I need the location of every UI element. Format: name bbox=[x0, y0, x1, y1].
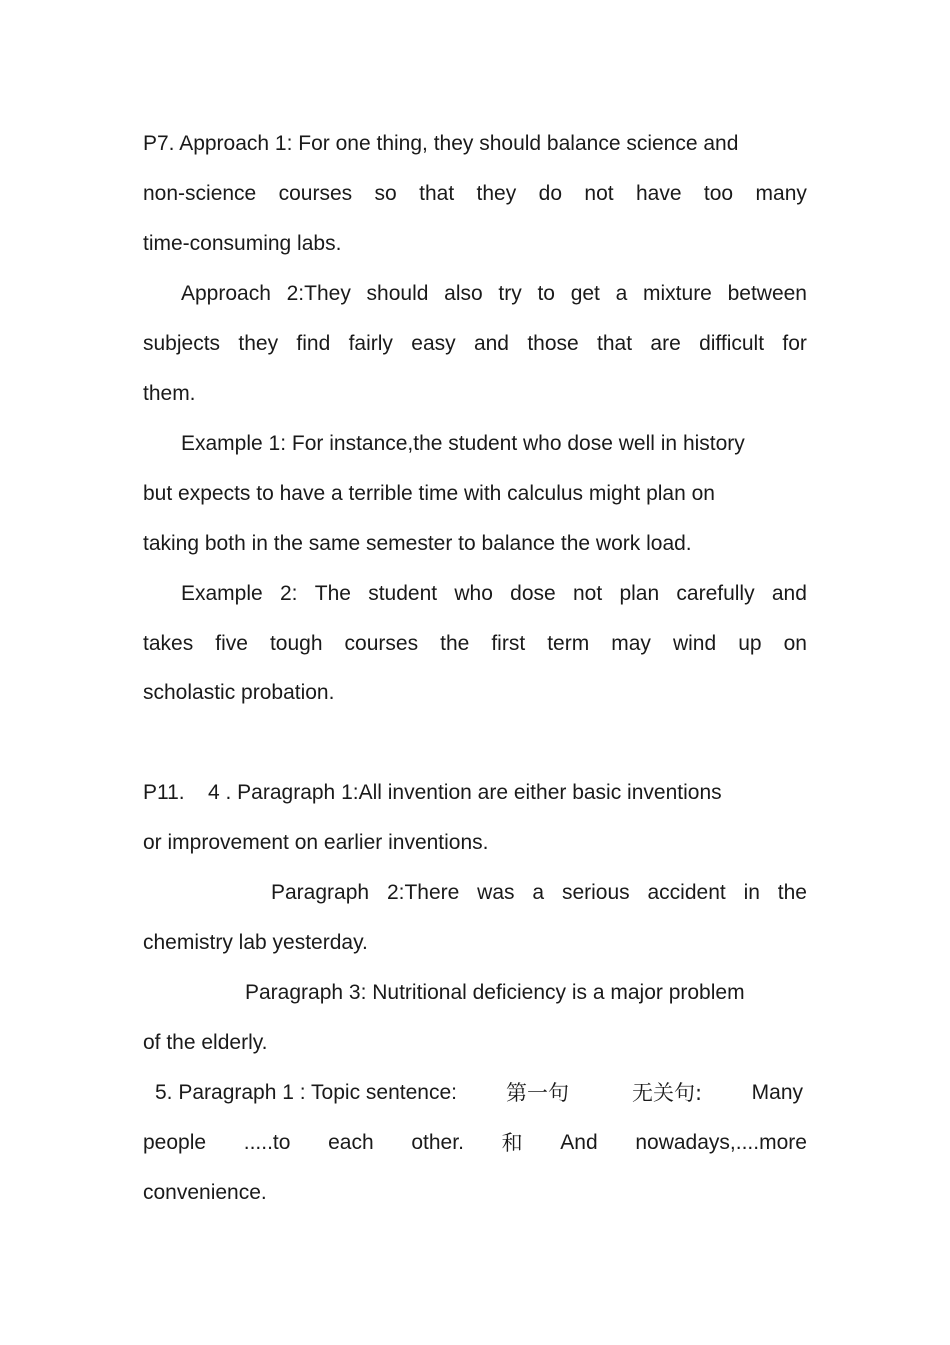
word: in bbox=[743, 881, 760, 904]
word: try bbox=[498, 282, 522, 305]
p7-example1-line1: Example 1: For instance,the student who dose well in history bbox=[181, 432, 745, 455]
word: that bbox=[597, 332, 633, 355]
word: courses bbox=[278, 182, 353, 205]
word: plan bbox=[619, 582, 660, 605]
word: get bbox=[570, 282, 600, 305]
word: between bbox=[727, 282, 807, 305]
word: do bbox=[538, 182, 562, 205]
word: they bbox=[238, 332, 279, 355]
word: that bbox=[419, 182, 455, 205]
word: those bbox=[527, 332, 579, 355]
p7-approach1-line2 bbox=[143, 181, 807, 207]
word: find bbox=[296, 332, 331, 355]
word: fairly bbox=[348, 332, 393, 355]
p11-paragraph2-line1 bbox=[271, 880, 807, 906]
word: serious bbox=[561, 881, 630, 904]
word: Approach bbox=[181, 282, 271, 305]
word: mixture bbox=[643, 282, 712, 305]
word: to bbox=[537, 282, 555, 305]
word: have bbox=[635, 182, 682, 205]
word: five bbox=[215, 632, 248, 655]
word: 和 bbox=[501, 1131, 523, 1155]
word: other. bbox=[411, 1131, 464, 1154]
word: they bbox=[476, 182, 517, 205]
p7-approach2-line1 bbox=[181, 281, 807, 307]
word: who bbox=[454, 582, 493, 605]
p7-example2-line2 bbox=[143, 631, 807, 657]
p7-example1-line3: taking both in the same semester to balance the work load. bbox=[143, 532, 692, 555]
p7-example1-line2: but expects to have a terrible time with calculus might plan on bbox=[143, 482, 715, 505]
word: up bbox=[738, 632, 762, 655]
p11-item4-line1: P11. 4 . Paragraph 1:All invention are either basic inventions bbox=[143, 781, 722, 804]
word: term bbox=[547, 632, 590, 655]
word: nowadays,....more bbox=[635, 1131, 807, 1154]
word: the bbox=[440, 632, 470, 655]
word: tough bbox=[269, 632, 323, 655]
word: wind bbox=[672, 632, 717, 655]
p11-paragraph3-line1: Paragraph 3: Nutritional deficiency is a major problem bbox=[245, 981, 745, 1004]
word: 2:There bbox=[386, 881, 460, 904]
word: a bbox=[532, 881, 545, 904]
word: not bbox=[572, 582, 603, 605]
word: accident bbox=[647, 881, 726, 904]
word: a bbox=[615, 282, 628, 305]
irrelevant-sentence-cjk: 无关句: bbox=[632, 1081, 703, 1105]
topic-sentence-label: 5. Paragraph 1 : Topic sentence: bbox=[155, 1081, 457, 1104]
word: for bbox=[782, 332, 807, 355]
p7-approach2-line2 bbox=[143, 331, 807, 357]
word: too bbox=[703, 182, 734, 205]
p11-item4-line2: or improvement on earlier inventions. bbox=[143, 831, 489, 854]
word: also bbox=[444, 282, 483, 305]
word: takes bbox=[143, 632, 194, 655]
word: subjects bbox=[143, 332, 221, 355]
word: may bbox=[611, 632, 651, 655]
p7-approach2-line3: them. bbox=[143, 382, 196, 405]
p11-item5-line2 bbox=[143, 1130, 807, 1156]
p7-approach1-line1: P7. Approach 1: For one thing, they should balance science and bbox=[143, 132, 739, 155]
word: non-science bbox=[143, 182, 257, 205]
p11-paragraph3-line2: of the elderly. bbox=[143, 1031, 268, 1054]
word: should bbox=[366, 282, 429, 305]
p7-approach1-line3: time-consuming labs. bbox=[143, 232, 342, 255]
word: each bbox=[328, 1131, 374, 1154]
word: And bbox=[560, 1131, 598, 1154]
word: .....to bbox=[243, 1131, 291, 1154]
word: people bbox=[143, 1131, 207, 1154]
word: Example bbox=[181, 582, 263, 605]
word: are bbox=[650, 332, 681, 355]
word: dose bbox=[510, 582, 556, 605]
word: on bbox=[783, 632, 807, 655]
first-sentence-cjk: 第一句 bbox=[506, 1081, 569, 1105]
p7-example2-line3: scholastic probation. bbox=[143, 681, 335, 704]
word: first bbox=[491, 632, 526, 655]
word: was bbox=[477, 881, 515, 904]
word: Paragraph bbox=[271, 881, 370, 904]
word: many bbox=[755, 182, 807, 205]
word: and bbox=[771, 582, 807, 605]
word: carefully bbox=[676, 582, 755, 605]
word: student bbox=[368, 582, 438, 605]
p11-item5-line3: convenience. bbox=[143, 1181, 267, 1204]
p7-example2-line1 bbox=[181, 581, 807, 607]
word: courses bbox=[344, 632, 419, 655]
word: 2:They bbox=[286, 282, 351, 305]
word: not bbox=[584, 182, 614, 205]
many-word: Many bbox=[751, 1081, 803, 1104]
word: so bbox=[374, 182, 397, 205]
word: easy bbox=[411, 332, 456, 355]
word: and bbox=[473, 332, 509, 355]
p11-paragraph2-line2: chemistry lab yesterday. bbox=[143, 931, 368, 954]
word: difficult bbox=[699, 332, 765, 355]
word: The bbox=[314, 582, 351, 605]
word: the bbox=[777, 881, 807, 904]
word: 2: bbox=[279, 582, 298, 605]
